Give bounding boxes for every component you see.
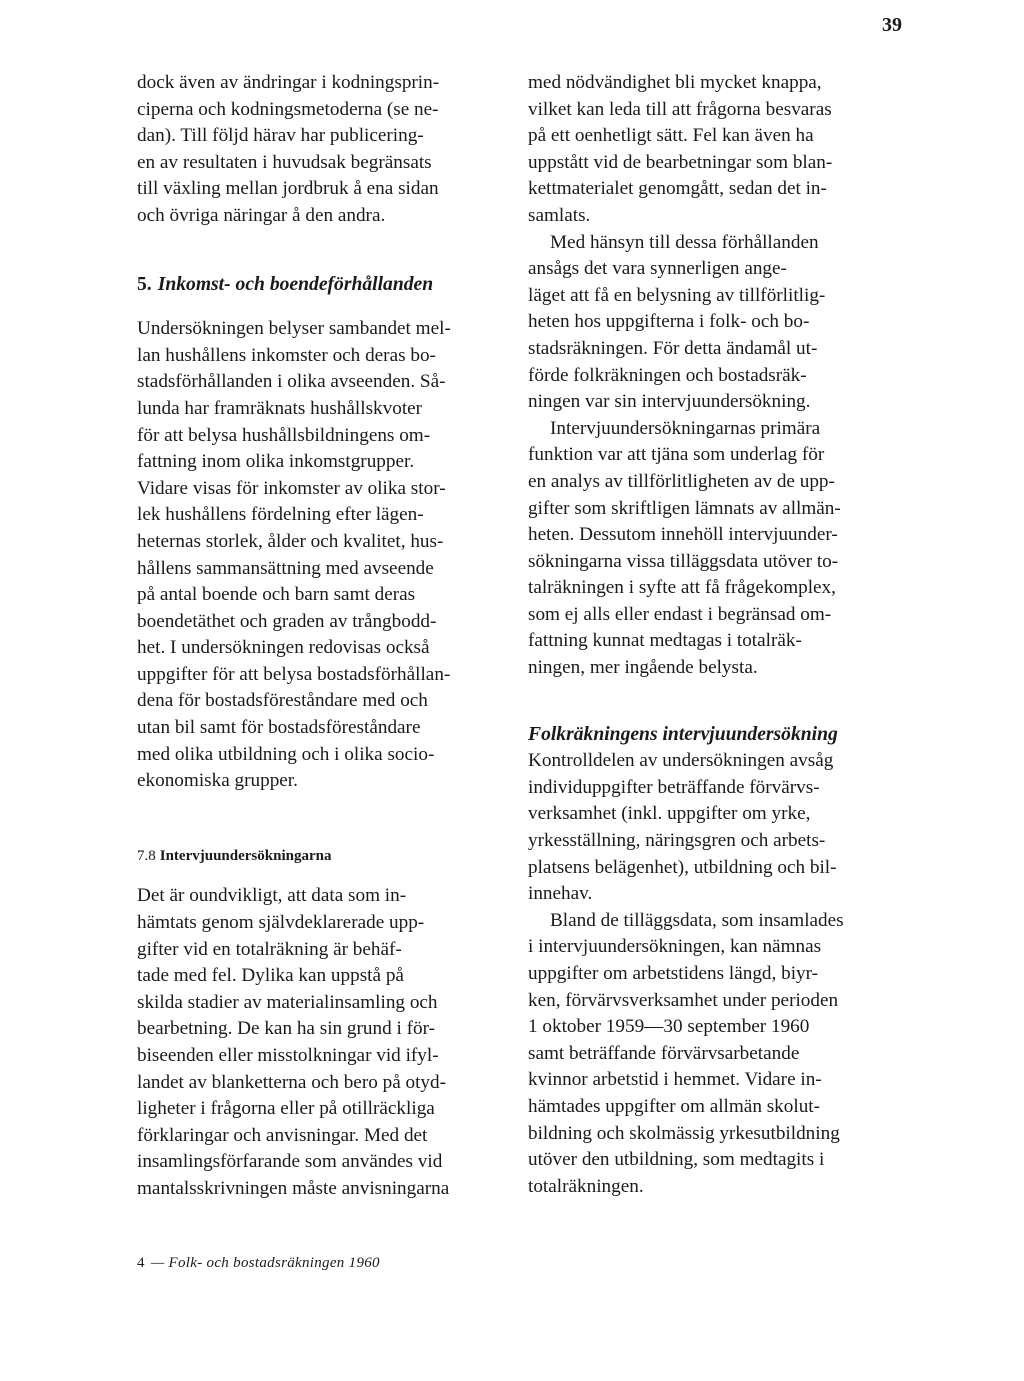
text-line: het. I undersökningen redovisas också xyxy=(137,637,430,659)
text-line: och övriga näringar å den andra. xyxy=(137,204,386,226)
text-line: landet av blanketterna och bero på otyd- xyxy=(137,1071,447,1093)
text-line: ken, förvärvsverksamhet under perioden xyxy=(528,989,839,1011)
text-line: en av resultaten i huvudsak begränsats xyxy=(137,151,432,173)
text-line: Vidare visas för inkomster av olika stor- xyxy=(137,477,446,499)
text-line: Intervjuundersökningarnas primära xyxy=(550,417,821,439)
text-line: med olika utbildning och i olika socio- xyxy=(137,743,435,765)
text-line: utöver den utbildning, som medtagits i xyxy=(528,1149,825,1171)
text-line: verksamhet (inkl. uppgifter om yrke, xyxy=(528,803,811,825)
text-line: skilda stadier av materialinsamling och xyxy=(137,991,438,1013)
right-paragraph-4 xyxy=(528,748,894,908)
text-line: uppstått vid de bearbetningar som blan- xyxy=(528,151,833,173)
folkrakningen-heading: Folkräkningens intervjuundersökning xyxy=(528,723,838,745)
text-line: i intervjuundersökningen, kan nämnas xyxy=(528,936,822,958)
text-line: mantalsskrivningen måste anvisningarna xyxy=(137,1177,450,1199)
text-line: funktion var att tjäna som underlag för xyxy=(528,444,825,466)
right-paragraph-3 xyxy=(528,416,894,682)
text-line: Med hänsyn till dessa förhållanden xyxy=(550,231,819,253)
section-7-8-number: 7.8 xyxy=(137,847,156,864)
text-line: samlats. xyxy=(528,204,591,226)
text-line: till växling mellan jordbruk å ena sidan xyxy=(137,178,439,200)
right-paragraph-2 xyxy=(528,230,894,416)
text-line: bildning och skolmässig yrkesutbildning xyxy=(528,1122,840,1144)
text-line: ciperna och kodningsmetoderna (se ne- xyxy=(137,98,439,120)
text-line: insamlingsförfarande som användes vid xyxy=(137,1151,443,1173)
text-line: yrkesställning, näringsgren och arbets- xyxy=(528,830,826,852)
text-line: fattning kunnat medtagas i totalräk- xyxy=(528,630,802,652)
text-line: uppgifter för att belysa bostadsförhållan- xyxy=(137,663,451,685)
text-line: dan). Till följd härav har publicering- xyxy=(137,125,424,147)
page-footer xyxy=(137,1255,380,1272)
text-line: på ett oenhetligt sätt. Fel kan även ha xyxy=(528,125,814,147)
text-line: stadsförhållanden i olika avseenden. Så- xyxy=(137,371,446,393)
text-line: hämtades uppgifter om allmän skolut- xyxy=(528,1095,821,1117)
text-line: Kontrolldelen av undersökningen avsåg xyxy=(528,750,834,772)
text-line: lek hushållens fördelning efter lägen- xyxy=(137,504,424,526)
text-line: läget att få en belysning av tillförlitlig- xyxy=(528,284,826,306)
text-line: ligheter i frågorna eller på otillräckliga xyxy=(137,1098,435,1120)
text-line: dock även av ändringar i kodningsprin- xyxy=(137,72,440,93)
text-line: ningen, mer ingående belysta. xyxy=(528,657,758,679)
section-5-title: Inkomst- och boendeförhållanden xyxy=(157,273,434,295)
text-line: 1 oktober 1959—30 september 1960 xyxy=(528,1016,810,1038)
text-line: för att belysa hushållsbildningens om- xyxy=(137,424,431,446)
text-line: heten. Dessutom innehöll intervjuunder- xyxy=(528,524,838,546)
intro-paragraph xyxy=(137,70,503,230)
text-line: vilket kan leda till att frågorna besvaras xyxy=(528,98,832,120)
text-line: Undersökningen belyser sambandet mel- xyxy=(137,318,451,340)
text-line: ansågs det vara synnerligen ange- xyxy=(528,258,787,280)
text-line: hämtats genom självdeklarerade upp- xyxy=(137,912,425,934)
text-line: heternas storlek, ålder och kvalitet, hus- xyxy=(137,530,444,552)
text-line: biseenden eller misstolkningar vid ifyl- xyxy=(137,1045,439,1066)
section-5-number: 5. xyxy=(137,273,152,295)
right-column xyxy=(528,70,894,1200)
left-column xyxy=(137,70,503,1203)
text-line: gifter som skriftligen lämnats av allmän- xyxy=(528,497,841,519)
text-line: innehav. xyxy=(528,883,593,905)
text-line: ningen var sin intervjuundersökning. xyxy=(528,391,811,413)
section-5-paragraph xyxy=(137,316,503,795)
text-line: stadsräkningen. För detta ändamål ut- xyxy=(528,337,818,359)
footer-text: — Folk- och bostadsräkningen 1960 xyxy=(150,1255,380,1271)
text-line: Det är oundvikligt, att data som in- xyxy=(137,885,407,907)
text-line: hållens sammansättning med avseende xyxy=(137,557,434,579)
text-line: sökningarna vissa tilläggsdata utöver to- xyxy=(528,550,839,572)
right-paragraph-5 xyxy=(528,908,894,1201)
text-line: ekonomiska grupper. xyxy=(137,770,298,792)
text-line: lan hushållens inkomster och deras bo- xyxy=(137,344,436,366)
section-7-8-heading xyxy=(137,843,503,870)
text-line: förde folkräkningen och bostadsräk- xyxy=(528,364,807,386)
text-line: kvinnor arbetstid i hemmet. Vidare in- xyxy=(528,1069,822,1091)
text-line: kettmaterialet genomgått, sedan det in- xyxy=(528,178,827,200)
text-line: uppgifter om arbetstidens längd, biyr- xyxy=(528,963,819,984)
section-7-8-paragraph xyxy=(137,883,503,1202)
text-line: totalräkningen. xyxy=(528,1175,644,1197)
text-line: utan bil samt för bostadsföreståndare xyxy=(137,717,421,739)
right-paragraph-1 xyxy=(528,70,894,230)
text-line: boendetäthet och graden av trångbodd- xyxy=(137,610,437,632)
footer-number: 4 xyxy=(137,1255,145,1271)
text-line: förklaringar och anvisningar. Med det xyxy=(137,1124,428,1146)
text-line: platsens belägenhet), utbildning och bil- xyxy=(528,856,837,878)
text-line: gifter vid en totalräkning är behäf- xyxy=(137,938,402,960)
text-line: lunda har framräknats hushållskvoter xyxy=(137,397,423,419)
text-line: tade med fel. Dylika kan uppstå på xyxy=(137,965,404,987)
text-line: som ej alls eller endast i begränsad om- xyxy=(528,603,832,625)
section-7-8-title: Intervjuundersökningarna xyxy=(159,847,332,864)
text-line: på antal boende och barn samt deras xyxy=(137,584,416,606)
text-line: samt beträffande förvärvsarbetande xyxy=(528,1042,800,1064)
text-line: individuppgifter beträffande förvärvs- xyxy=(528,776,820,798)
text-line: Bland de tilläggsdata, som insamlades xyxy=(550,909,844,931)
text-line: fattning inom olika inkomstgrupper. xyxy=(137,451,415,473)
text-line: med nödvändighet bli mycket knappa, xyxy=(528,72,822,93)
text-line: en analys av tillförlitligheten av de upp- xyxy=(528,470,835,492)
text-line: bearbetning. De kan ha sin grund i för- xyxy=(137,1018,435,1040)
text-line: talräkningen i syfte att få frågekomplex, xyxy=(528,577,836,599)
page-number: 39 xyxy=(882,14,902,36)
section-5-heading xyxy=(137,272,503,299)
text-line: dena för bostadsföreståndare med och xyxy=(137,690,428,712)
text-line: heten hos uppgifterna i folk- och bo- xyxy=(528,311,810,333)
